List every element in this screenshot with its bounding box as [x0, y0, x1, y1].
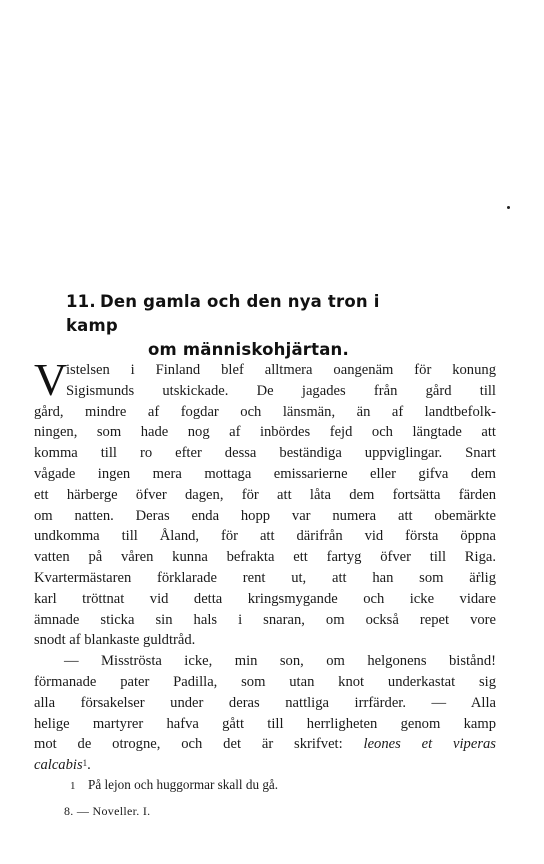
printer-signature: 8. — Noveller. I. [64, 804, 151, 818]
text-line: — Misströsta icke, min son, om helgonens bistånd! [64, 653, 496, 670]
drop-cap: V [34, 354, 68, 405]
text-line: undkomma till Åland, för att därifrån vid första öppna [34, 528, 496, 545]
text-line [34, 755, 496, 776]
text-line: vågade ingen mera mottaga emissarierne eller gifva dem [34, 465, 496, 482]
footnote-text: På lejon och huggormar skall du gå. [88, 777, 279, 792]
text-line: karl tröttnat vid detta kringsmygande och icke vidare [34, 590, 496, 607]
text-line: vatten på våren kunna befrakta ett fartyg öfver till Riga. [34, 549, 496, 566]
text-line: Sigismunds utskickade. De jagades från gård till [66, 382, 496, 399]
text-line: Kvartermästaren förklarade rent ut, att han som ärlig [34, 569, 496, 586]
footnote-ref: 1 [82, 758, 88, 769]
text-line: ningen, som hade nog af inbördes fejd och längtade att [34, 424, 496, 441]
footnote-mark: 1 [70, 780, 76, 792]
text-line: ämnade sticka sin hals i snaran, om också repet vore [34, 611, 496, 628]
text-line: komma till ro efter dessa beständiga uppviglingar. Snart [34, 445, 496, 462]
punctuation: . [87, 757, 91, 774]
chapter-number: 11. [66, 292, 96, 311]
text-line: förmanade pater Padilla, som utan knot underkastat sig [34, 673, 496, 690]
text-line: snodt af blankaste guldtråd. [34, 632, 196, 649]
text-line [34, 734, 496, 755]
footnote [70, 776, 470, 795]
text-line: alla försakelser under deras nattliga irrfärder. — Alla [34, 694, 496, 711]
text-segment: mot de otrogne, och det är skrifvet: [34, 736, 364, 753]
text-line: helige martyrer hafva gått till herrligheten genom kamp [34, 715, 496, 732]
chapter-title-line1: Den gamla och den nya tron i kamp [66, 292, 380, 335]
text-line: gård, mindre af fogdar och länsmän, än af landtbefolk- [34, 403, 496, 420]
body-text [34, 354, 496, 776]
chapter-title-line2: om människohjärtan. [148, 340, 349, 359]
text-line: om natten. Deras enda hopp var numera att obemärkte [34, 507, 496, 524]
text-line: ett härberge öfver dagen, för att låta dem fortsätta färden [34, 486, 496, 503]
print-speck [507, 206, 510, 209]
latin-word: calcabis [34, 757, 83, 774]
latin-phrase: leones et viperas [363, 736, 496, 753]
chapter-heading [66, 290, 406, 362]
text-line: istelsen i Finland blef alltmera oangenäm för konung [66, 362, 496, 378]
